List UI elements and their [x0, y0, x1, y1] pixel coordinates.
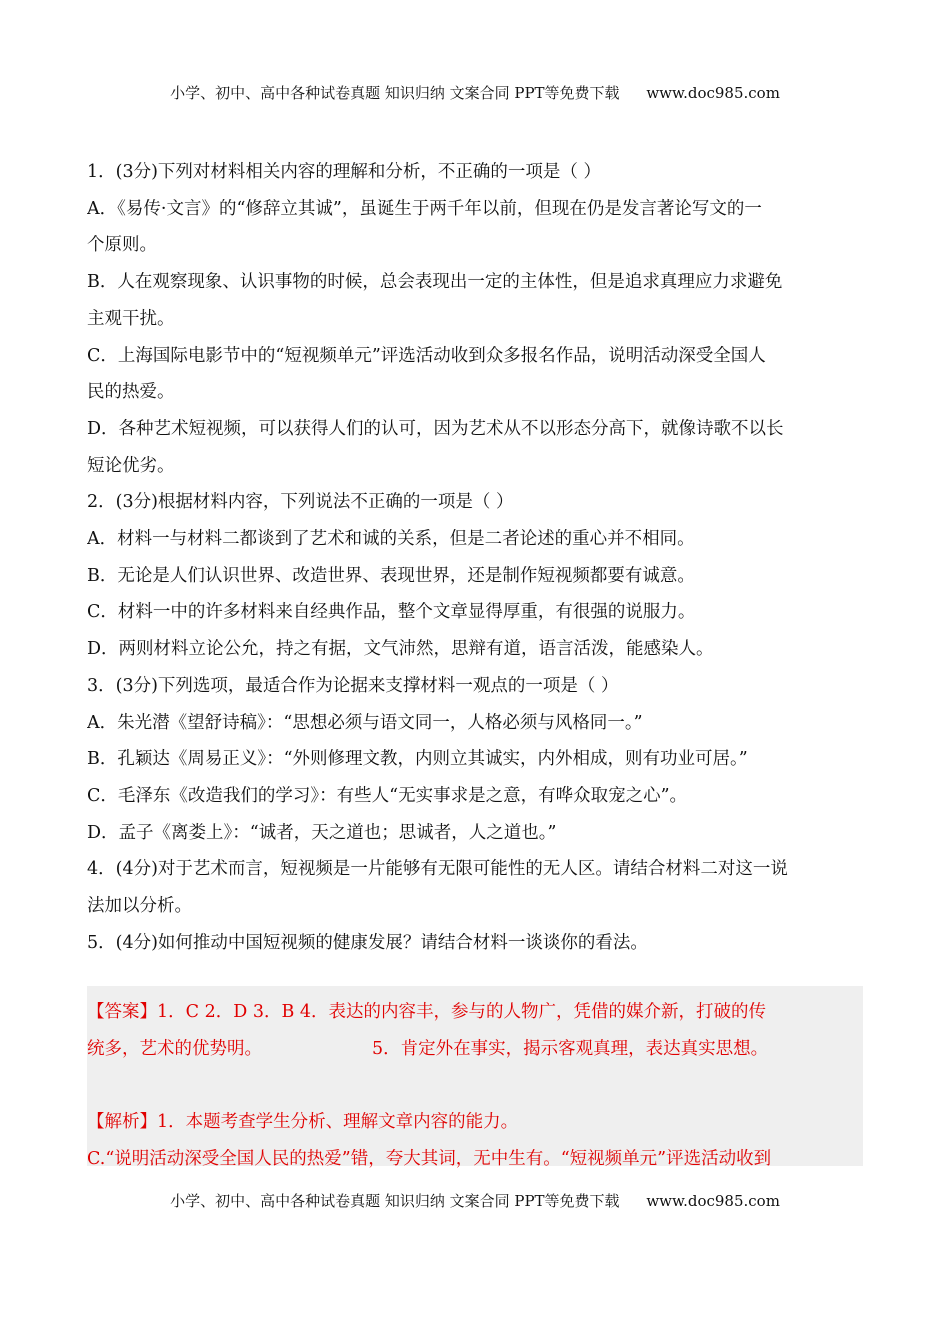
answer-section [87, 994, 863, 1178]
header-site-link[interactable]: www.doc985.com [646, 84, 780, 102]
answer-line-2-part-1: 统多，艺术的优势明。 [87, 1038, 262, 1059]
option-c-line-1: C．上海国际电影节中的“短视频单元”评选活动收到众多报名作品，说明活动深受全国人 [87, 345, 766, 366]
question-stem: 5．(4分)如何推动中国短视频的健康发展？请结合材料一谈谈你的看法。 [87, 932, 648, 953]
option-d: D．孟子《离娄上》：“诚者，天之道也；思诚者，人之道也。” [87, 822, 557, 843]
option-a: A．朱光潜《望舒诗稿》：“思想必须与语文同一，人格必须与风格同一。” [87, 712, 643, 733]
question-stem: 1．(3分)下列对材料相关内容的理解和分析，不正确的一项是（ ） [87, 162, 601, 182]
question-5 [87, 925, 863, 962]
option-c-line-2: 民的热爱。 [87, 382, 175, 403]
option-b: B．无论是人们认识世界、改造世界、表现世界，还是制作短视频都要有诚意。 [87, 565, 695, 586]
option-a-line-1: A．《易传·文言》的“修辞立其诚”，虽诞生于两千年以前，但现在仍是发言著论写文的一 [87, 198, 762, 219]
footer-text: 小学、初中、高中各种试卷真题 知识归纳 文案合同 PPT等免费下载 [170, 1192, 620, 1210]
option-d-line-1: D．各种艺术短视频，可以获得人们的认可，因为艺术从不以形态分高下，就像诗歌不以长 [87, 418, 784, 439]
question-3 [87, 668, 863, 852]
question-2 [87, 484, 863, 668]
question-stem: 4．(4分)对于艺术而言，短视频是一片能够有无限可能性的无人区。请结合材料二对这一说 [87, 859, 788, 880]
option-a: A．材料一与材料二都谈到了艺术和诚的关系，但是二者论述的重心并不相同。 [87, 529, 695, 550]
question-4 [87, 851, 863, 924]
option-b: B．孔颖达《周易正义》：“外则修理文教，内则立其诚实，内外相成，则有功业可居。” [87, 749, 748, 770]
option-d-line-2: 短论优劣。 [87, 455, 175, 476]
question-list [87, 154, 863, 961]
header-text: 小学、初中、高中各种试卷真题 知识归纳 文案合同 PPT等免费下载 [170, 84, 620, 102]
answer-line-2 [87, 1031, 863, 1068]
question-stem-continued: 法加以分析。 [87, 896, 192, 917]
option-d: D．两则材料立论公允，持之有据，文气沛然，思辩有道，语言活泼，能感染人。 [87, 639, 714, 660]
page-header [0, 82, 950, 103]
question-1 [87, 154, 863, 484]
footer-site-link[interactable]: www.doc985.com [646, 1192, 780, 1210]
analysis-line-2: C.“说明活动深受全国人民的热爱”错，夸大其词，无中生有。“短视频单元”评选活动收到 [87, 1148, 772, 1169]
analysis-line-1: 【解析】1．本题考查学生分析、理解文章内容的能力。 [87, 1112, 519, 1133]
option-b-line-2: 主观干扰。 [87, 308, 175, 329]
question-stem: 2．(3分)根据材料内容，下列说法不正确的一项是（ ） [87, 492, 514, 513]
question-stem: 3．(3分)下列选项，最适合作为论据来支撑材料一观点的一项是（ ） [87, 675, 619, 696]
answer-spacer [87, 1067, 863, 1104]
option-c: C．材料一中的许多材料来自经典作品，整个文章显得厚重，有很强的说服力。 [87, 602, 696, 623]
option-a-line-2: 个原则。 [87, 235, 157, 256]
option-c: C．毛泽东《改造我们的学习》：有些人“无实事求是之意，有哗众取宠之心”。 [87, 785, 688, 806]
page-footer [0, 1190, 950, 1211]
option-b-line-1: B．人在观察现象、认识事物的时候，总会表现出一定的主体性，但是追求真理应力求避免 [87, 272, 783, 293]
answer-line-1: 【答案】1．C 2．D 3．B 4．表达的内容丰，参与的人物广，凭借的媒介新，打破的传 [87, 1002, 767, 1022]
answer-line-2-part-2: 5．肯定外在事实，揭示客观真理，表达真实思想。 [372, 1038, 769, 1059]
